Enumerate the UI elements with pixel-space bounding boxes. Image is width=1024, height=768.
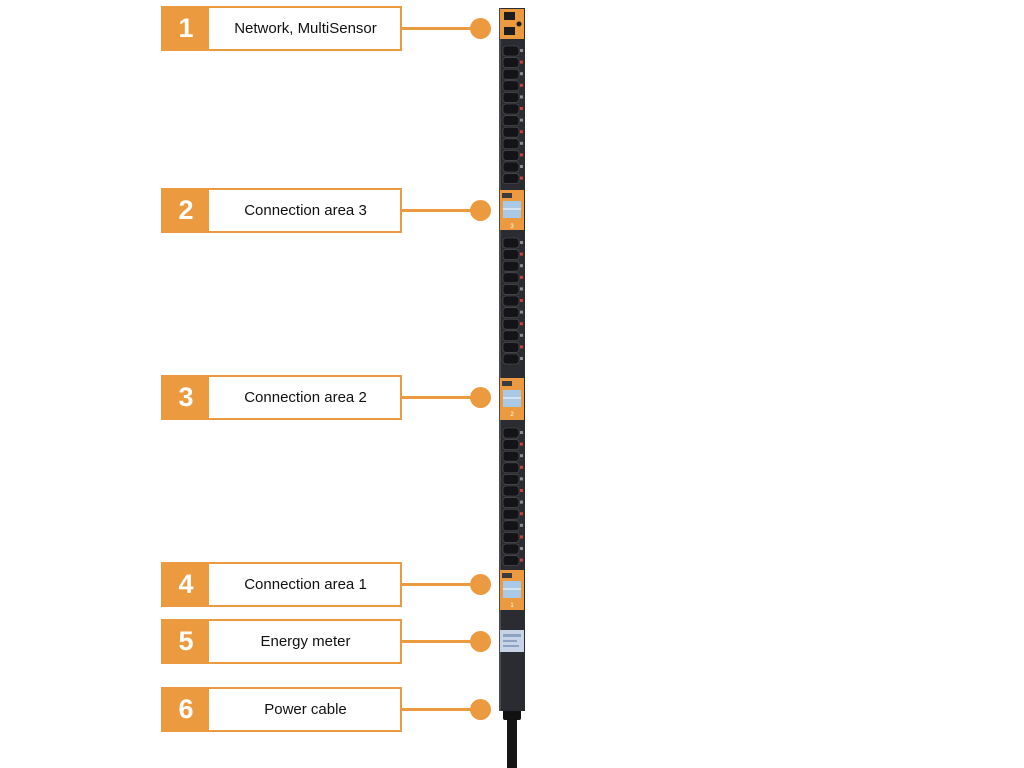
outlet-socket [503, 354, 519, 364]
leader-line-5 [402, 640, 472, 643]
leader-dot-4 [470, 574, 491, 595]
leader-line-4 [402, 583, 472, 586]
outlet-socket [503, 509, 519, 519]
network-port-2 [504, 27, 515, 35]
outlet-socket [503, 150, 519, 160]
outlet-socket [503, 532, 519, 542]
outlet-marker [520, 72, 523, 75]
callout-energy-meter [161, 619, 402, 664]
callout-label: Connection area 1 [244, 576, 367, 593]
leader-dot-2 [470, 200, 491, 221]
outlet-marker [520, 153, 523, 156]
outlet-socket [503, 69, 519, 79]
outlet-socket [503, 486, 519, 496]
callout-label: Energy meter [260, 633, 351, 650]
outlet-socket [503, 440, 519, 450]
outlet-socket [503, 521, 519, 531]
outlet-marker [520, 142, 523, 145]
callout-number: 6 [163, 689, 209, 730]
outlet-marker [520, 95, 523, 98]
outlet-marker [520, 264, 523, 267]
callout-connection-area-3 [161, 188, 402, 233]
outlet-marker [520, 299, 523, 302]
outlet-socket [503, 58, 519, 68]
leader-line-6 [402, 708, 472, 711]
connection-area-module-2 [500, 378, 524, 420]
outlet-socket [503, 474, 519, 484]
leader-line-1 [402, 27, 472, 30]
outlet-marker [520, 311, 523, 314]
leader-dot-5 [470, 631, 491, 652]
outlet-socket [503, 261, 519, 271]
network-port-1 [504, 12, 515, 20]
callout-number: 3 [163, 377, 209, 418]
outlet-socket [503, 308, 519, 318]
callout-number: 5 [163, 621, 209, 662]
leader-dot-1 [470, 18, 491, 39]
outlet-marker [520, 287, 523, 290]
callout-connection-area-1 [161, 562, 402, 607]
sensor-led [517, 22, 522, 27]
outlet-socket [503, 296, 519, 306]
outlet-socket [503, 556, 519, 566]
outlet-marker [520, 177, 523, 180]
callout-label: Power cable [264, 701, 347, 718]
outlet-marker [520, 334, 523, 337]
callout-network-multisensor [161, 6, 402, 51]
outlet-marker [520, 559, 523, 562]
outlet-marker [520, 345, 523, 348]
outlet-marker [520, 443, 523, 446]
outlet-marker [520, 501, 523, 504]
outlet-marker [520, 130, 523, 133]
outlet-marker [520, 524, 523, 527]
outlet-socket [503, 342, 519, 352]
outlet-socket [503, 104, 519, 114]
outlet-marker [520, 84, 523, 87]
area-number-2: 2 [510, 412, 514, 418]
outlet-socket [503, 284, 519, 294]
callout-power-cable [161, 687, 402, 732]
callout-number: 1 [163, 8, 209, 49]
outlet-marker [520, 61, 523, 64]
area-number-3: 3 [510, 224, 514, 230]
outlet-socket [503, 46, 519, 56]
outlet-socket [503, 81, 519, 91]
outlet-socket [503, 463, 519, 473]
outlet-marker [520, 477, 523, 480]
callout-label: Network, MultiSensor [234, 20, 377, 37]
outlet-marker [520, 253, 523, 256]
outlet-marker [520, 454, 523, 457]
outlet-marker [520, 107, 523, 110]
leader-line-2 [402, 209, 472, 212]
connection-area-module-1 [500, 570, 524, 610]
outlet-marker [520, 431, 523, 434]
outlet-marker [520, 357, 523, 360]
leader-line-3 [402, 396, 472, 399]
callout-number: 2 [163, 190, 209, 231]
outlet-marker [520, 547, 523, 550]
outlet-socket [503, 319, 519, 329]
outlet-socket [503, 498, 519, 508]
outlet-socket [503, 428, 519, 438]
outlet-marker [520, 466, 523, 469]
energy-meter-panel [500, 630, 524, 652]
outlet-marker [520, 322, 523, 325]
callout-number: 4 [163, 564, 209, 605]
callout-label: Connection area 2 [244, 389, 367, 406]
outlet-socket [503, 174, 519, 184]
outlet-marker [520, 165, 523, 168]
outlet-marker [520, 119, 523, 122]
outlet-socket [503, 544, 519, 554]
outlet-socket [503, 250, 519, 260]
outlet-socket [503, 92, 519, 102]
outlet-marker [520, 512, 523, 515]
outlet-socket [503, 116, 519, 126]
outlet-marker [520, 49, 523, 52]
leader-dot-3 [470, 387, 491, 408]
leader-dot-6 [470, 699, 491, 720]
outlet-marker [520, 535, 523, 538]
outlet-marker [520, 241, 523, 244]
outlet-socket [503, 127, 519, 137]
outlet-socket [503, 451, 519, 461]
outlet-socket [503, 139, 519, 149]
outlet-socket [503, 273, 519, 283]
outlet-socket [503, 238, 519, 248]
connection-area-module-3 [500, 190, 524, 230]
callout-connection-area-2 [161, 375, 402, 420]
outlet-marker [520, 489, 523, 492]
outlet-socket [503, 331, 519, 341]
outlet-marker [520, 276, 523, 279]
outlet-socket [503, 162, 519, 172]
callout-label: Connection area 3 [244, 202, 367, 219]
area-number-1: 1 [510, 603, 514, 609]
